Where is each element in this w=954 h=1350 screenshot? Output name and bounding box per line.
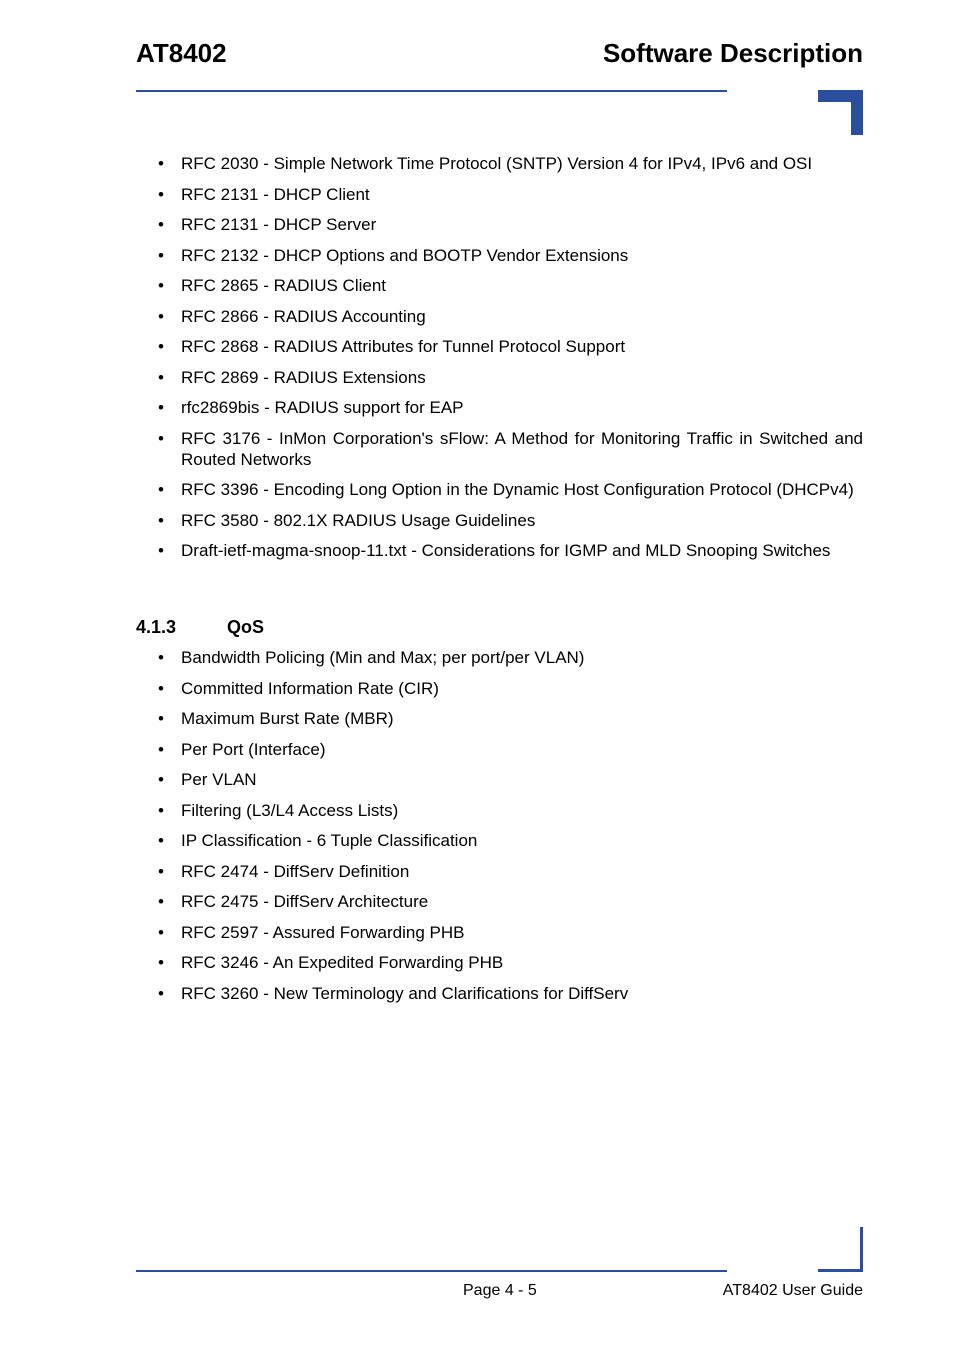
header-chapter-title: Software Description — [602, 38, 863, 68]
page-number: Page 4 - 5 — [463, 1282, 537, 1299]
header-product-title: AT8402 — [136, 38, 227, 68]
list-item: • RFC 2131 - DHCP Client — [136, 184, 863, 205]
footer-corner-mark — [860, 1227, 863, 1272]
section-title: QoS — [227, 617, 265, 637]
list-item: • Per VLAN — [136, 769, 863, 790]
list-item: • RFC 2131 - DHCP Server — [136, 214, 863, 235]
list-item: • RFC 3176 - InMon Corporation's sFlow: A Method for Monitoring Traffic in Switched and Routed Networks — [136, 428, 863, 470]
list-item: • RFC 2597 - Assured Forwarding PHB — [136, 922, 863, 943]
rfc-standards-list — [136, 153, 863, 571]
header-rule — [136, 90, 727, 92]
list-item: • RFC 2866 - RADIUS Accounting — [136, 306, 863, 327]
section-number: 4.1.3 — [136, 617, 177, 637]
footer-rule — [136, 1270, 727, 1272]
list-item: • Maximum Burst Rate (MBR) — [136, 708, 863, 729]
list-item: • RFC 3580 - 802.1X RADIUS Usage Guidelines — [136, 510, 863, 531]
list-item: • RFC 2868 - RADIUS Attributes for Tunnel Protocol Support — [136, 336, 863, 357]
list-item: • RFC 3396 - Encoding Long Option in the Dynamic Host Configuration Protocol (DHCPv4) — [136, 479, 863, 500]
list-item: • Bandwidth Policing (Min and Max; per port/per VLAN) — [136, 647, 863, 668]
list-item: • RFC 2474 - DiffServ Definition — [136, 861, 863, 882]
list-item: • RFC 2865 - RADIUS Client — [136, 275, 863, 296]
list-item: • RFC 2869 - RADIUS Extensions — [136, 367, 863, 388]
list-item: • Committed Information Rate (CIR) — [136, 678, 863, 699]
list-item: • IP Classification - 6 Tuple Classification — [136, 830, 863, 851]
list-item: • Draft-ietf-magma-snoop-11.txt - Considerations for IGMP and MLD Snooping Switches — [136, 540, 863, 561]
list-item: • rfc2869bis - RADIUS support for EAP — [136, 397, 863, 418]
list-item: • Filtering (L3/L4 Access Lists) — [136, 800, 863, 821]
list-item: • RFC 2030 - Simple Network Time Protocol (SNTP) Version 4 for IPv4, IPv6 and OSI — [136, 153, 863, 174]
list-item: • RFC 2475 - DiffServ Architecture — [136, 891, 863, 912]
footer-corner-mark-horizontal — [818, 1269, 863, 1272]
list-item: • Per Port (Interface) — [136, 739, 863, 760]
qos-features-list — [136, 647, 863, 1013]
list-item: • RFC 3260 - New Terminology and Clarifications for DiffServ — [136, 983, 863, 1004]
footer-guide-title: AT8402 User Guide — [722, 1282, 863, 1299]
list-item: • RFC 3246 - An Expedited Forwarding PHB — [136, 952, 863, 973]
header-corner-mark-vertical — [851, 90, 863, 135]
list-item: • RFC 2132 - DHCP Options and BOOTP Vendor Extensions — [136, 245, 863, 266]
